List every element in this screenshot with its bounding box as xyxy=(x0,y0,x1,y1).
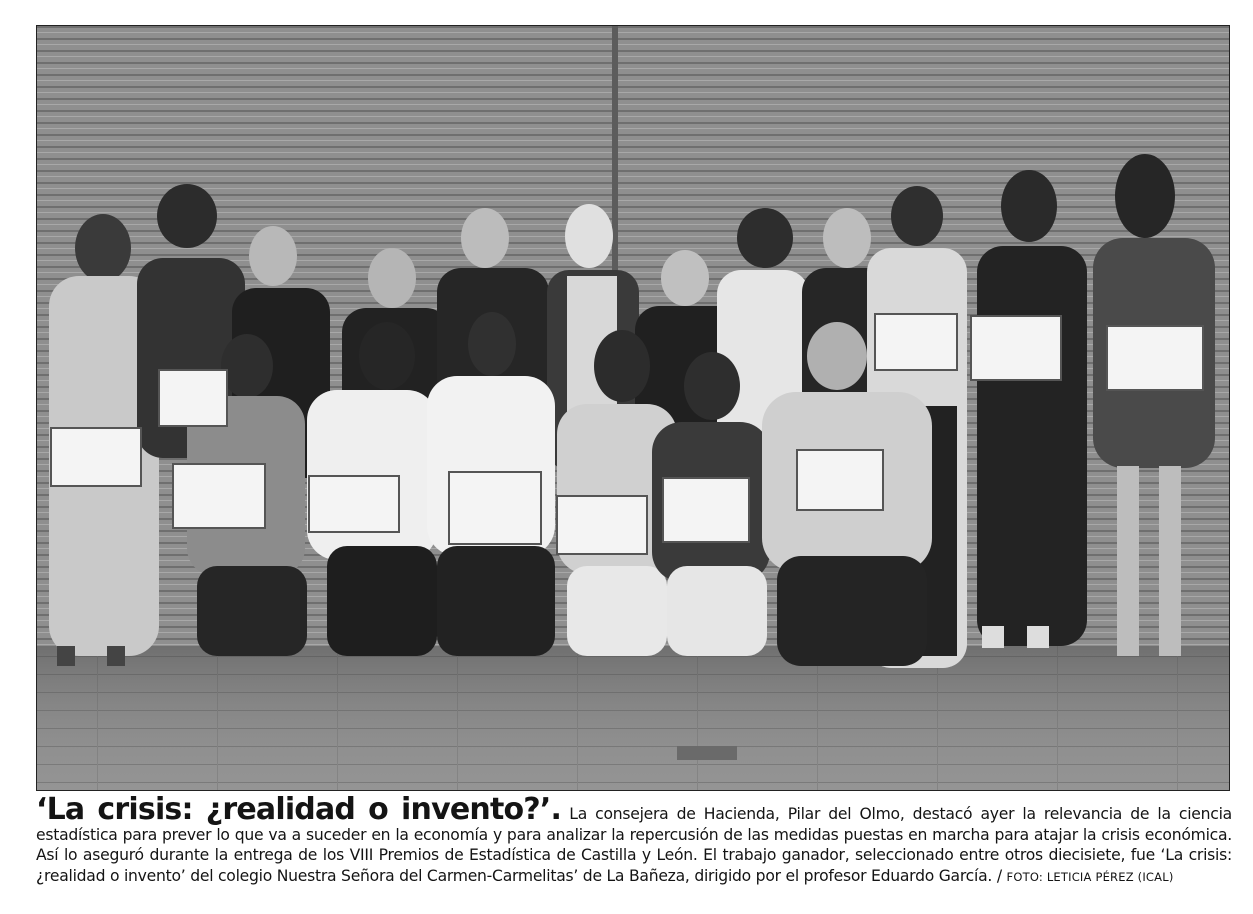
group-photo xyxy=(36,25,1230,791)
caption-headline: ‘La crisis: ¿realidad o invento?’. xyxy=(36,792,562,827)
caption-body: La consejera de Hacienda, Pilar del Olmo, destacó ayer la relevancia de la ciencia estadística para prever lo que va a suceder en la economía y para analizar la repercusión de las medidas puestas en marcha para atajar la crisis económica. Así lo aseguró durante la entrega de los VIII Premios de Estadística de Castilla y León. El trabajo ganador, seleccionado entre otros diecisiete, fue ‘La crisis: ¿realidad o invento’ del colegio Nuestra Señora del Carmen-Carmelitas’ de La Bañeza, dirigido por el profesor Eduardo García. xyxy=(36,805,1232,885)
photo-illustration xyxy=(37,26,1230,791)
photo-credit: FOTO: LETICIA PÉREZ (ICAL) xyxy=(1006,869,1174,884)
credit-separator: / xyxy=(996,866,1002,885)
photo-caption xyxy=(36,792,1232,887)
